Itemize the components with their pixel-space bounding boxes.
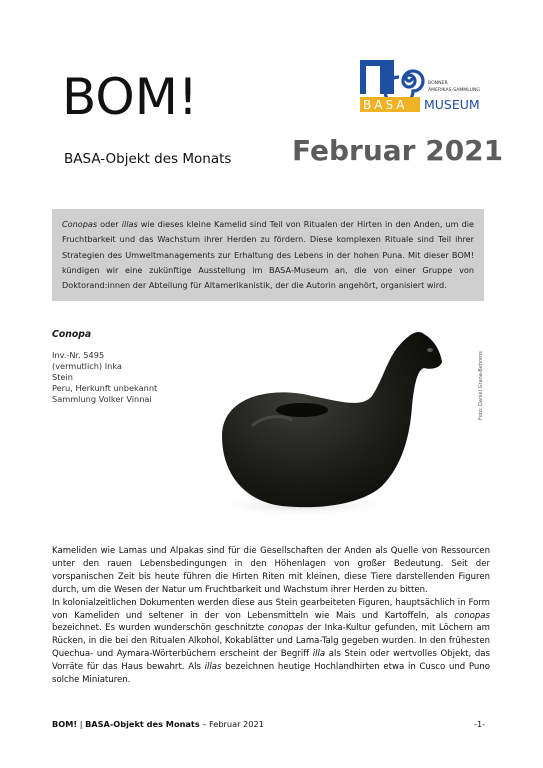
- p2-text-a: In kolonialzeitlichen Dokumenten werden diese aus Stein gearbeiteten Figuren, hauptsächlich in Form von Kameliden und seltener in der von Lebensmitteln wie Mais und Kartoffeln, als: [52, 597, 490, 621]
- intro-box: [52, 209, 484, 301]
- page-subtitle: BASA-Objekt des Monats: [64, 151, 232, 167]
- paragraph-1: Kameliden wie Lamas und Alpakas sind für die Gesellschaften der Anden als Quelle von Ressourcen unter den rauen Lebensbedingungen in den Höhenlagen von großer Bedeutung. Seit der vorspanischen Zeit bis heute führen die Hirten Riten mit kleinen, diese Tiere darstellenden Figuren durch, um die Wesen der Natur um Fruchtbarkeit und Wachstum ihrer Herden zu bitten.: [52, 546, 490, 595]
- p2-illas: illas: [204, 662, 222, 673]
- p2-text-g: als Stein oder wertvolles Objekt, das Vorräte für das Haus bewahrt. Als: [52, 649, 490, 673]
- footer-date: – Februar 2021: [199, 719, 264, 729]
- intro-oder: oder: [97, 219, 122, 229]
- page-number: -1-: [474, 719, 486, 729]
- photo-credit: Foto: Daniel Grana-Behrens: [478, 351, 484, 420]
- issue-month: Februar 2021: [292, 134, 504, 167]
- p2-text-e: der Inka-Kultur gefunden, mit Löchern am Rücken, in die bei den Ritualen Alkohol, Kokablätter und Lama-Talg gegeben wurden. In den frühesten Quechua- und Aymara-Wörterbüchern erscheint der Begriff: [52, 623, 491, 660]
- p2-text-c: bezeichnet. Es wurden wunderschön geschnitzte: [52, 623, 268, 634]
- logo-line1: BONNER: [428, 81, 448, 86]
- object-culture: (vermutlich) Inka: [52, 361, 122, 371]
- object-origin: Peru, Herkunft unbekannt: [52, 383, 158, 393]
- intro-text: wie dieses kleine Kamelid sind Teil von Ritualen der Hirten in den Anden, um die Fruchtbarkeit und das Wachstum ihrer Herden zu fördern. Diese komplexen Rituale sind Teil ihrer Strategien des Umweltmanagements zur Erhaltung des Lebens in der hohen Puna. Mit dieser BOM! kündigen wir eine zukünftige Ausstellung im BASA-Museum an, die von einer Gruppe von Doktorand:innen der Abteilung für Altamerikanistik, der die Autorin angehört, organisiert wird.: [62, 219, 474, 291]
- p2-conopas-1: conopas: [454, 610, 490, 621]
- p2-illa: illa: [312, 649, 326, 660]
- conopa-photo: [192, 326, 450, 520]
- logo-notch: [366, 66, 380, 94]
- object-material: Stein: [52, 372, 73, 382]
- p2-text-i: bezeichnen heutige Hochlandhirten etwa in Cusco und Puno solche Miniaturen.: [52, 662, 490, 686]
- p2-conopas-2: conopas: [267, 623, 304, 634]
- intro-illas: illas: [121, 219, 138, 229]
- footer-sep: |: [77, 719, 86, 729]
- logo-museum: MUSEUM: [424, 97, 480, 112]
- article-body: [52, 545, 490, 687]
- basa-museum-logo: [360, 60, 500, 122]
- page-title: BOM!: [62, 68, 198, 126]
- logo-line2: AMERIKAS-SAMMLUNG: [428, 88, 480, 93]
- logo-basa: BASA: [363, 98, 408, 112]
- conopa-eye: [427, 348, 433, 352]
- object-name: Conopa: [52, 329, 92, 340]
- footer-label: BASA-Objekt des Monats: [85, 719, 200, 729]
- footer-bom: BOM!: [52, 719, 78, 729]
- intro-conopas: Conopas: [62, 219, 98, 229]
- object-inventory: Inv.-Nr. 5495: [52, 350, 105, 360]
- footer: [52, 719, 264, 729]
- paragraph-2: [52, 597, 490, 687]
- object-collection: Sammlung Volker Vinnai: [52, 394, 152, 404]
- conopa-body: [222, 332, 442, 507]
- conopa-hole: [276, 403, 328, 417]
- object-details: [52, 350, 157, 405]
